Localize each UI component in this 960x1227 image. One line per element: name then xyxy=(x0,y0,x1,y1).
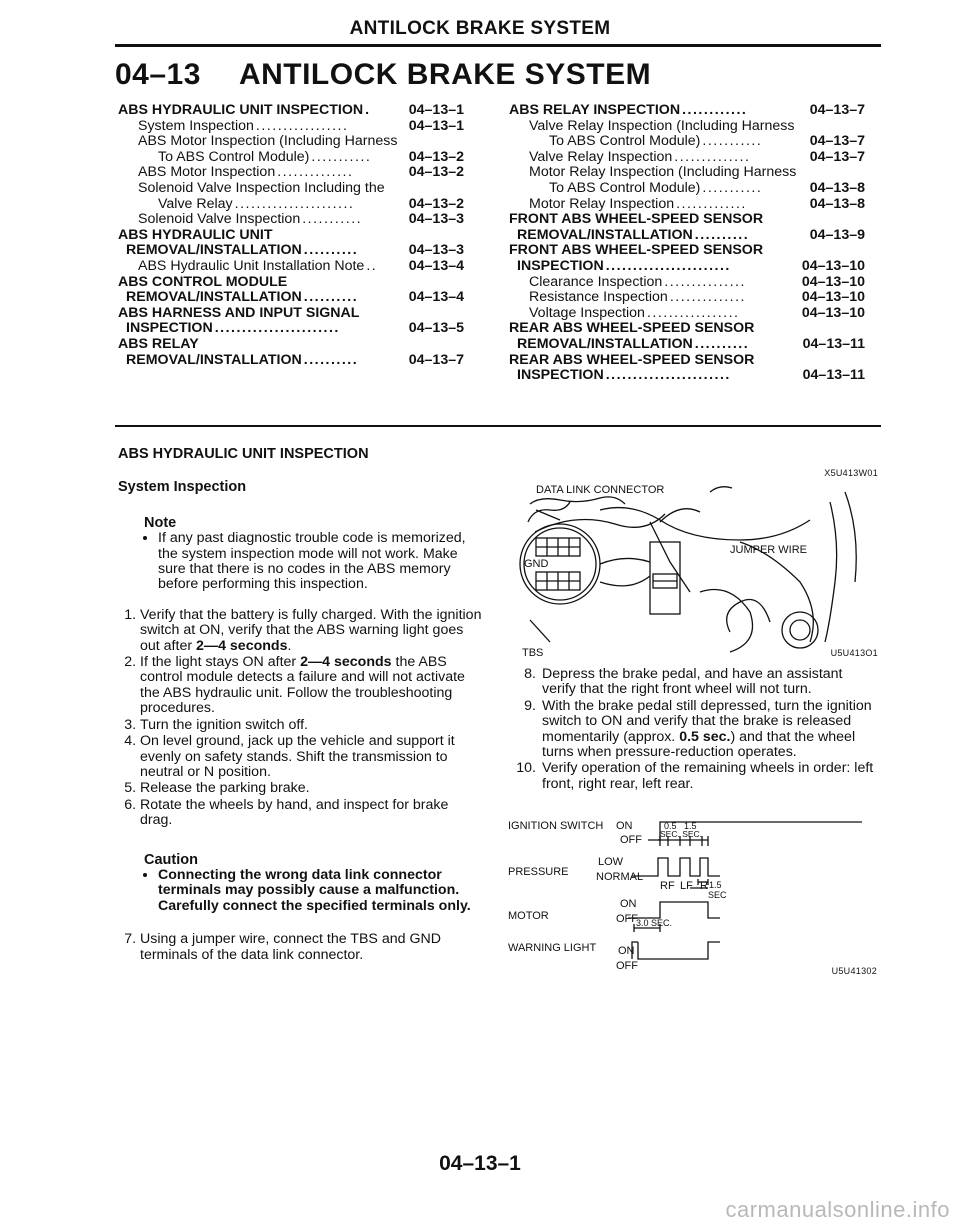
toc-entry-page: 04–13–4 xyxy=(408,257,464,274)
label-jumper-wire: JUMPER WIRE xyxy=(730,544,807,556)
toc-entry-label: Solenoid Valve Inspection Including the xyxy=(138,179,385,196)
section-rule xyxy=(115,425,881,427)
caution-block xyxy=(144,853,483,915)
toc-entry-page: 04–13–1 xyxy=(408,102,464,118)
toc-entry[interactable] xyxy=(509,150,865,166)
motor-label: MOTOR xyxy=(508,910,549,922)
step-7-text: 7. Using a jumper wire, connect the TBS and GND terminals of the data link connector. xyxy=(140,932,483,963)
toc-entry-label: Clearance Inspection xyxy=(529,273,663,290)
toc-entry-page: 04–13–8 xyxy=(809,179,865,196)
toc-leader-dots: . xyxy=(365,103,371,118)
step-text-part: ) and that the wheel turns when pressure-reduction operates. xyxy=(542,728,856,761)
step-number: 9. xyxy=(524,697,536,714)
toc-entry[interactable] xyxy=(118,353,464,369)
toc-entry-label: To ABS Control Module) xyxy=(549,133,701,150)
toc-right-column xyxy=(509,103,865,384)
ignition-units: SEC. SEC. xyxy=(660,829,703,839)
toc-entry[interactable] xyxy=(509,243,865,259)
toc-entry-label: Valve Relay Inspection (Including Harness xyxy=(529,117,795,134)
step-text-part: If the light stays ON after xyxy=(140,654,301,671)
procedure-step xyxy=(510,699,880,761)
toc-entry[interactable] xyxy=(509,134,865,150)
toc-entry-label: REMOVAL/INSTALLATION xyxy=(517,335,693,352)
procedure-step xyxy=(140,608,483,654)
note-title: Note xyxy=(144,514,177,531)
toc-entry[interactable] xyxy=(118,259,464,275)
caution-text: • Connecting the wrong data link connector terminals may possibly cause a malfunction. Carefully connect the specified terminals only. xyxy=(158,868,483,914)
toc-entry[interactable] xyxy=(509,306,865,322)
toc-entry-page: 04–13–10 xyxy=(801,257,865,274)
toc-entry-label: System Inspection xyxy=(138,117,254,134)
toc-leader-dots: ............. xyxy=(676,196,747,212)
toc-entry[interactable] xyxy=(118,119,464,135)
toc-entry-label: ABS HYDRAULIC UNIT xyxy=(118,226,273,243)
toc-entry-label: FRONT ABS WHEEL-SPEED SENSOR xyxy=(509,211,764,228)
procedure-step xyxy=(510,667,880,698)
pressure-rf-label: RF xyxy=(660,880,675,892)
toc-leader-dots: ....................... xyxy=(214,321,340,337)
toc-entry-page: 04–13–5 xyxy=(408,320,464,337)
procedure-step xyxy=(140,798,483,829)
toc-entry-label: REMOVAL/INSTALLATION xyxy=(126,242,302,259)
steps-list-a xyxy=(118,608,483,829)
toc-leader-dots: ............... xyxy=(664,274,746,290)
toc-entry-label: ABS Hydraulic Unit Installation Note xyxy=(138,257,365,274)
toc-leader-dots: ................. xyxy=(255,118,349,134)
step-text xyxy=(140,607,481,654)
step-text xyxy=(542,667,880,698)
running-header: ANTILOCK BRAKE SYSTEM xyxy=(349,18,611,39)
toc-entry-label: REMOVAL/INSTALLATION xyxy=(126,351,302,368)
label-tbs: TBS xyxy=(522,647,544,659)
toc-entry-label: ABS HYDRAULIC UNIT INSPECTION xyxy=(118,102,364,118)
toc-leader-dots: .............. xyxy=(669,290,746,306)
toc-entry-label: REMOVAL/INSTALLATION xyxy=(517,226,693,243)
toc-leader-dots: ........... xyxy=(311,149,372,165)
toc-leader-dots: .............. xyxy=(674,149,751,165)
step-number: 8. xyxy=(524,666,536,682)
step-emphasis: 2—4 seconds xyxy=(196,637,288,654)
toc-entry-page: 04–13–7 xyxy=(809,102,865,118)
warning-light-label: WARNING LIGHT xyxy=(508,942,597,954)
label-gnd: GND xyxy=(524,558,549,570)
toc-entry-page: 04–13–3 xyxy=(408,242,464,259)
step-text xyxy=(140,797,448,828)
toc-leader-dots: ............ xyxy=(682,103,748,118)
toc-entry[interactable] xyxy=(118,165,464,181)
step-text-part: Depress the brake pedal, and have an assistant verify that the right front wheel will not turn. xyxy=(542,666,843,698)
toc-entry-page: 04–13–4 xyxy=(408,289,464,306)
figure-1-code-bottom: U5U413O1 xyxy=(830,648,878,658)
motor-on-label: ON xyxy=(620,898,637,910)
figure-data-link-connector xyxy=(500,462,882,662)
step-text-part: the ABS control module detects a failure and will not activate the ABS hydraulic unit. Follow the troubleshooting procedures. xyxy=(140,654,465,717)
pressure-lf-label: LF xyxy=(680,880,693,892)
toc-entry[interactable] xyxy=(509,368,865,384)
procedure-step xyxy=(140,655,483,717)
figure-2-code: U5U41302 xyxy=(831,966,877,976)
toc-entry-label: REAR ABS WHEEL-SPEED SENSOR xyxy=(509,351,755,368)
toc-leader-dots: ....................... xyxy=(605,258,731,274)
toc-entry[interactable] xyxy=(509,103,865,119)
caution-title: Caution xyxy=(144,851,198,868)
pressure-normal-label: NORMAL xyxy=(596,871,644,883)
toc-entry[interactable] xyxy=(118,321,464,337)
toc-entry-label: Motor Relay Inspection (Including Harness xyxy=(529,164,797,181)
watermark: carmanualsonline.info xyxy=(725,1197,950,1222)
toc-entry[interactable] xyxy=(509,119,865,135)
section-title: ANTILOCK BRAKE SYSTEM xyxy=(238,58,652,91)
toc-entry-label: INSPECTION xyxy=(126,320,213,337)
toc-entry-label: Solenoid Valve Inspection xyxy=(138,211,301,228)
toc-entry[interactable] xyxy=(118,228,464,244)
toc-leader-dots: ...................... xyxy=(234,196,355,212)
warning-off-label: OFF xyxy=(616,960,638,972)
page-number: 04–13–1 xyxy=(439,1152,521,1175)
pressure-label: PRESSURE xyxy=(508,866,569,878)
toc-leader-dots: .......... xyxy=(303,243,359,259)
toc-entry[interactable] xyxy=(118,150,464,166)
motor-time: 3.0 SEC. xyxy=(636,918,673,928)
ignition-on-label: ON xyxy=(616,820,633,832)
step-text-part: Verify operation of the remaining wheels in order: left front, right rear, left rear. xyxy=(542,760,874,792)
toc-entry[interactable] xyxy=(509,165,865,181)
step-text-part: Rotate the wheels by hand, and inspect for brake drag. xyxy=(140,796,449,829)
toc-entry-page: 04–13–7 xyxy=(809,148,865,165)
procedure-step xyxy=(140,718,483,733)
toc-leader-dots: .......... xyxy=(303,352,359,368)
step-text-part: Release the parking brake. xyxy=(140,780,310,797)
toc-entry[interactable] xyxy=(509,290,865,306)
step-text-part: . xyxy=(287,637,292,654)
toc-entry-page: 04–13–1 xyxy=(408,117,464,134)
figure-1-code-top: X5U413W01 xyxy=(824,468,878,478)
toc-entry[interactable] xyxy=(118,337,464,353)
toc-entry-label: ABS CONTROL MODULE xyxy=(118,273,288,290)
figure-timing-chart xyxy=(508,816,883,1006)
note-block xyxy=(144,516,483,593)
step-text xyxy=(542,699,880,761)
step-text xyxy=(140,733,455,780)
toc-entry-label: Valve Relay Inspection xyxy=(529,148,673,165)
toc-entry[interactable] xyxy=(118,290,464,306)
toc-leader-dots: .............. xyxy=(277,165,354,181)
toc-entry[interactable] xyxy=(509,212,865,228)
toc-entry-label: REMOVAL/INSTALLATION xyxy=(126,289,302,306)
toc-entry-page: 04–13–9 xyxy=(809,226,865,243)
toc-entry-label: REAR ABS WHEEL-SPEED SENSOR xyxy=(509,320,755,337)
toc-entry[interactable] xyxy=(118,306,464,322)
toc-entry[interactable] xyxy=(509,275,865,291)
toc-entry-page: 04–13–10 xyxy=(801,289,865,306)
timing-waveforms xyxy=(508,816,883,1006)
toc-entry-label: Motor Relay Inspection xyxy=(529,195,675,212)
step-emphasis: 2—4 seconds xyxy=(300,654,392,671)
left-column xyxy=(118,447,483,964)
toc-entry[interactable] xyxy=(118,212,464,228)
toc-entry[interactable] xyxy=(118,134,464,150)
step-7 xyxy=(118,932,483,963)
toc-entry[interactable] xyxy=(118,243,464,259)
toc-entry[interactable] xyxy=(509,353,865,369)
step-number: 10. xyxy=(516,760,536,777)
toc-entry-page: 04–13–7 xyxy=(809,133,865,150)
toc-entry[interactable] xyxy=(509,228,865,244)
toc-entry-label: Valve Relay xyxy=(158,195,233,212)
step-text-part: With the brake pedal still depressed, turn the ignition switch to ON and verify that the brake is released momentarily (approx. xyxy=(542,697,872,745)
toc-entry[interactable] xyxy=(509,197,865,213)
toc-entry[interactable] xyxy=(118,103,464,119)
label-data-link-connector: DATA LINK CONNECTOR xyxy=(536,484,665,496)
toc-leader-dots: ........... xyxy=(702,180,763,196)
step-text-part: Turn the ignition switch off. xyxy=(140,716,308,733)
toc-entry-label: Resistance Inspection xyxy=(529,289,668,306)
toc-entry-page: 04–13–3 xyxy=(408,211,464,228)
toc-entry[interactable] xyxy=(509,337,865,353)
section-number: 04–13 xyxy=(115,58,201,91)
toc-leader-dots: .......... xyxy=(303,290,359,306)
section-heading: ABS HYDRAULIC UNIT INSPECTION xyxy=(118,446,369,462)
pressure-r-label: R xyxy=(700,880,708,892)
toc-entry-page: 04–13–11 xyxy=(802,367,865,384)
toc-entry-page: 04–13–11 xyxy=(802,335,865,352)
toc-entry-label: Voltage Inspection xyxy=(529,304,645,321)
pressure-time: 1.5 xyxy=(709,880,722,890)
note-text: • If any past diagnostic trouble code is memorized, the system inspection mode will not work. Make sure that there is no codes in the ABS memory before performing this inspection. xyxy=(158,531,483,593)
procedure-step xyxy=(140,734,483,780)
step-text xyxy=(542,761,880,792)
toc-entry[interactable] xyxy=(118,181,464,197)
pressure-unit: SEC xyxy=(708,890,727,900)
toc-entry-page: 04–13–7 xyxy=(408,351,464,368)
step-text xyxy=(140,654,465,716)
toc-entry-label: ABS HARNESS AND INPUT SIGNAL xyxy=(118,304,360,321)
warning-on-label: ON xyxy=(618,945,635,957)
toc-entry[interactable] xyxy=(509,321,865,337)
toc-leader-dots: ........... xyxy=(302,212,363,228)
toc-leader-dots: ........... xyxy=(702,134,763,150)
toc-entry-label: ABS RELAY xyxy=(118,335,199,352)
toc-entry-page: 04–13–2 xyxy=(408,148,464,165)
toc-entry-label: To ABS Control Module) xyxy=(549,179,701,196)
step-text-part: Verify that the battery is fully charged. With the ignition switch at ON, verify that the ABS warning light goes out after xyxy=(140,606,482,654)
step-text-part: On level ground, jack up the vehicle and support it evenly on safety stands. Shift the transmission to neutral or N position. xyxy=(140,733,455,780)
ignition-off-label: OFF xyxy=(620,834,642,846)
toc-entry-page: 04–13–10 xyxy=(801,273,865,290)
toc-entry-page: 04–13–2 xyxy=(408,195,464,212)
toc-leader-dots: ................. xyxy=(646,305,740,321)
toc-entry-page: 04–13–10 xyxy=(801,304,865,321)
toc-entry[interactable] xyxy=(118,275,464,291)
toc-entry-label: INSPECTION xyxy=(517,257,604,274)
toc-leader-dots: .......... xyxy=(694,227,750,243)
toc-entry-label: ABS RELAY INSPECTION xyxy=(509,102,681,118)
page-title xyxy=(115,58,651,92)
ignition-t2: 1.5 xyxy=(684,821,697,831)
motor-off-label: OFF xyxy=(616,913,638,925)
toc-entry-page: 04–13–2 xyxy=(408,164,464,181)
toc-entry-label: ABS Motor Inspection xyxy=(138,164,276,181)
toc-leader-dots: .. xyxy=(366,258,378,274)
toc-entry-label: FRONT ABS WHEEL-SPEED SENSOR xyxy=(509,242,764,259)
header-rule xyxy=(115,44,881,47)
toc-entry-label: ABS Motor Inspection (Including Harness xyxy=(138,133,398,150)
toc-leader-dots: ....................... xyxy=(605,368,731,384)
step-text xyxy=(140,780,310,796)
toc-entry-label: INSPECTION xyxy=(517,367,604,384)
toc-entry-page: 04–13–8 xyxy=(809,195,865,212)
ignition-switch-label: IGNITION SWITCH xyxy=(508,820,604,832)
procedure-step xyxy=(140,781,483,796)
subsection-heading: System Inspection xyxy=(118,479,247,496)
procedure-step xyxy=(510,761,880,792)
toc-entry[interactable] xyxy=(509,259,865,275)
pressure-low-label: LOW xyxy=(598,856,624,868)
step-text xyxy=(140,717,308,733)
toc-entry[interactable] xyxy=(118,197,464,213)
right-column-steps xyxy=(510,667,880,793)
step-emphasis: 0.5 sec. xyxy=(679,728,731,745)
toc-entry[interactable] xyxy=(509,181,865,197)
ignition-t1: 0.5 xyxy=(664,821,677,831)
toc-entry-label: To ABS Control Module) xyxy=(158,148,310,165)
toc-left-column xyxy=(118,103,464,368)
toc-leader-dots: .......... xyxy=(694,336,750,352)
